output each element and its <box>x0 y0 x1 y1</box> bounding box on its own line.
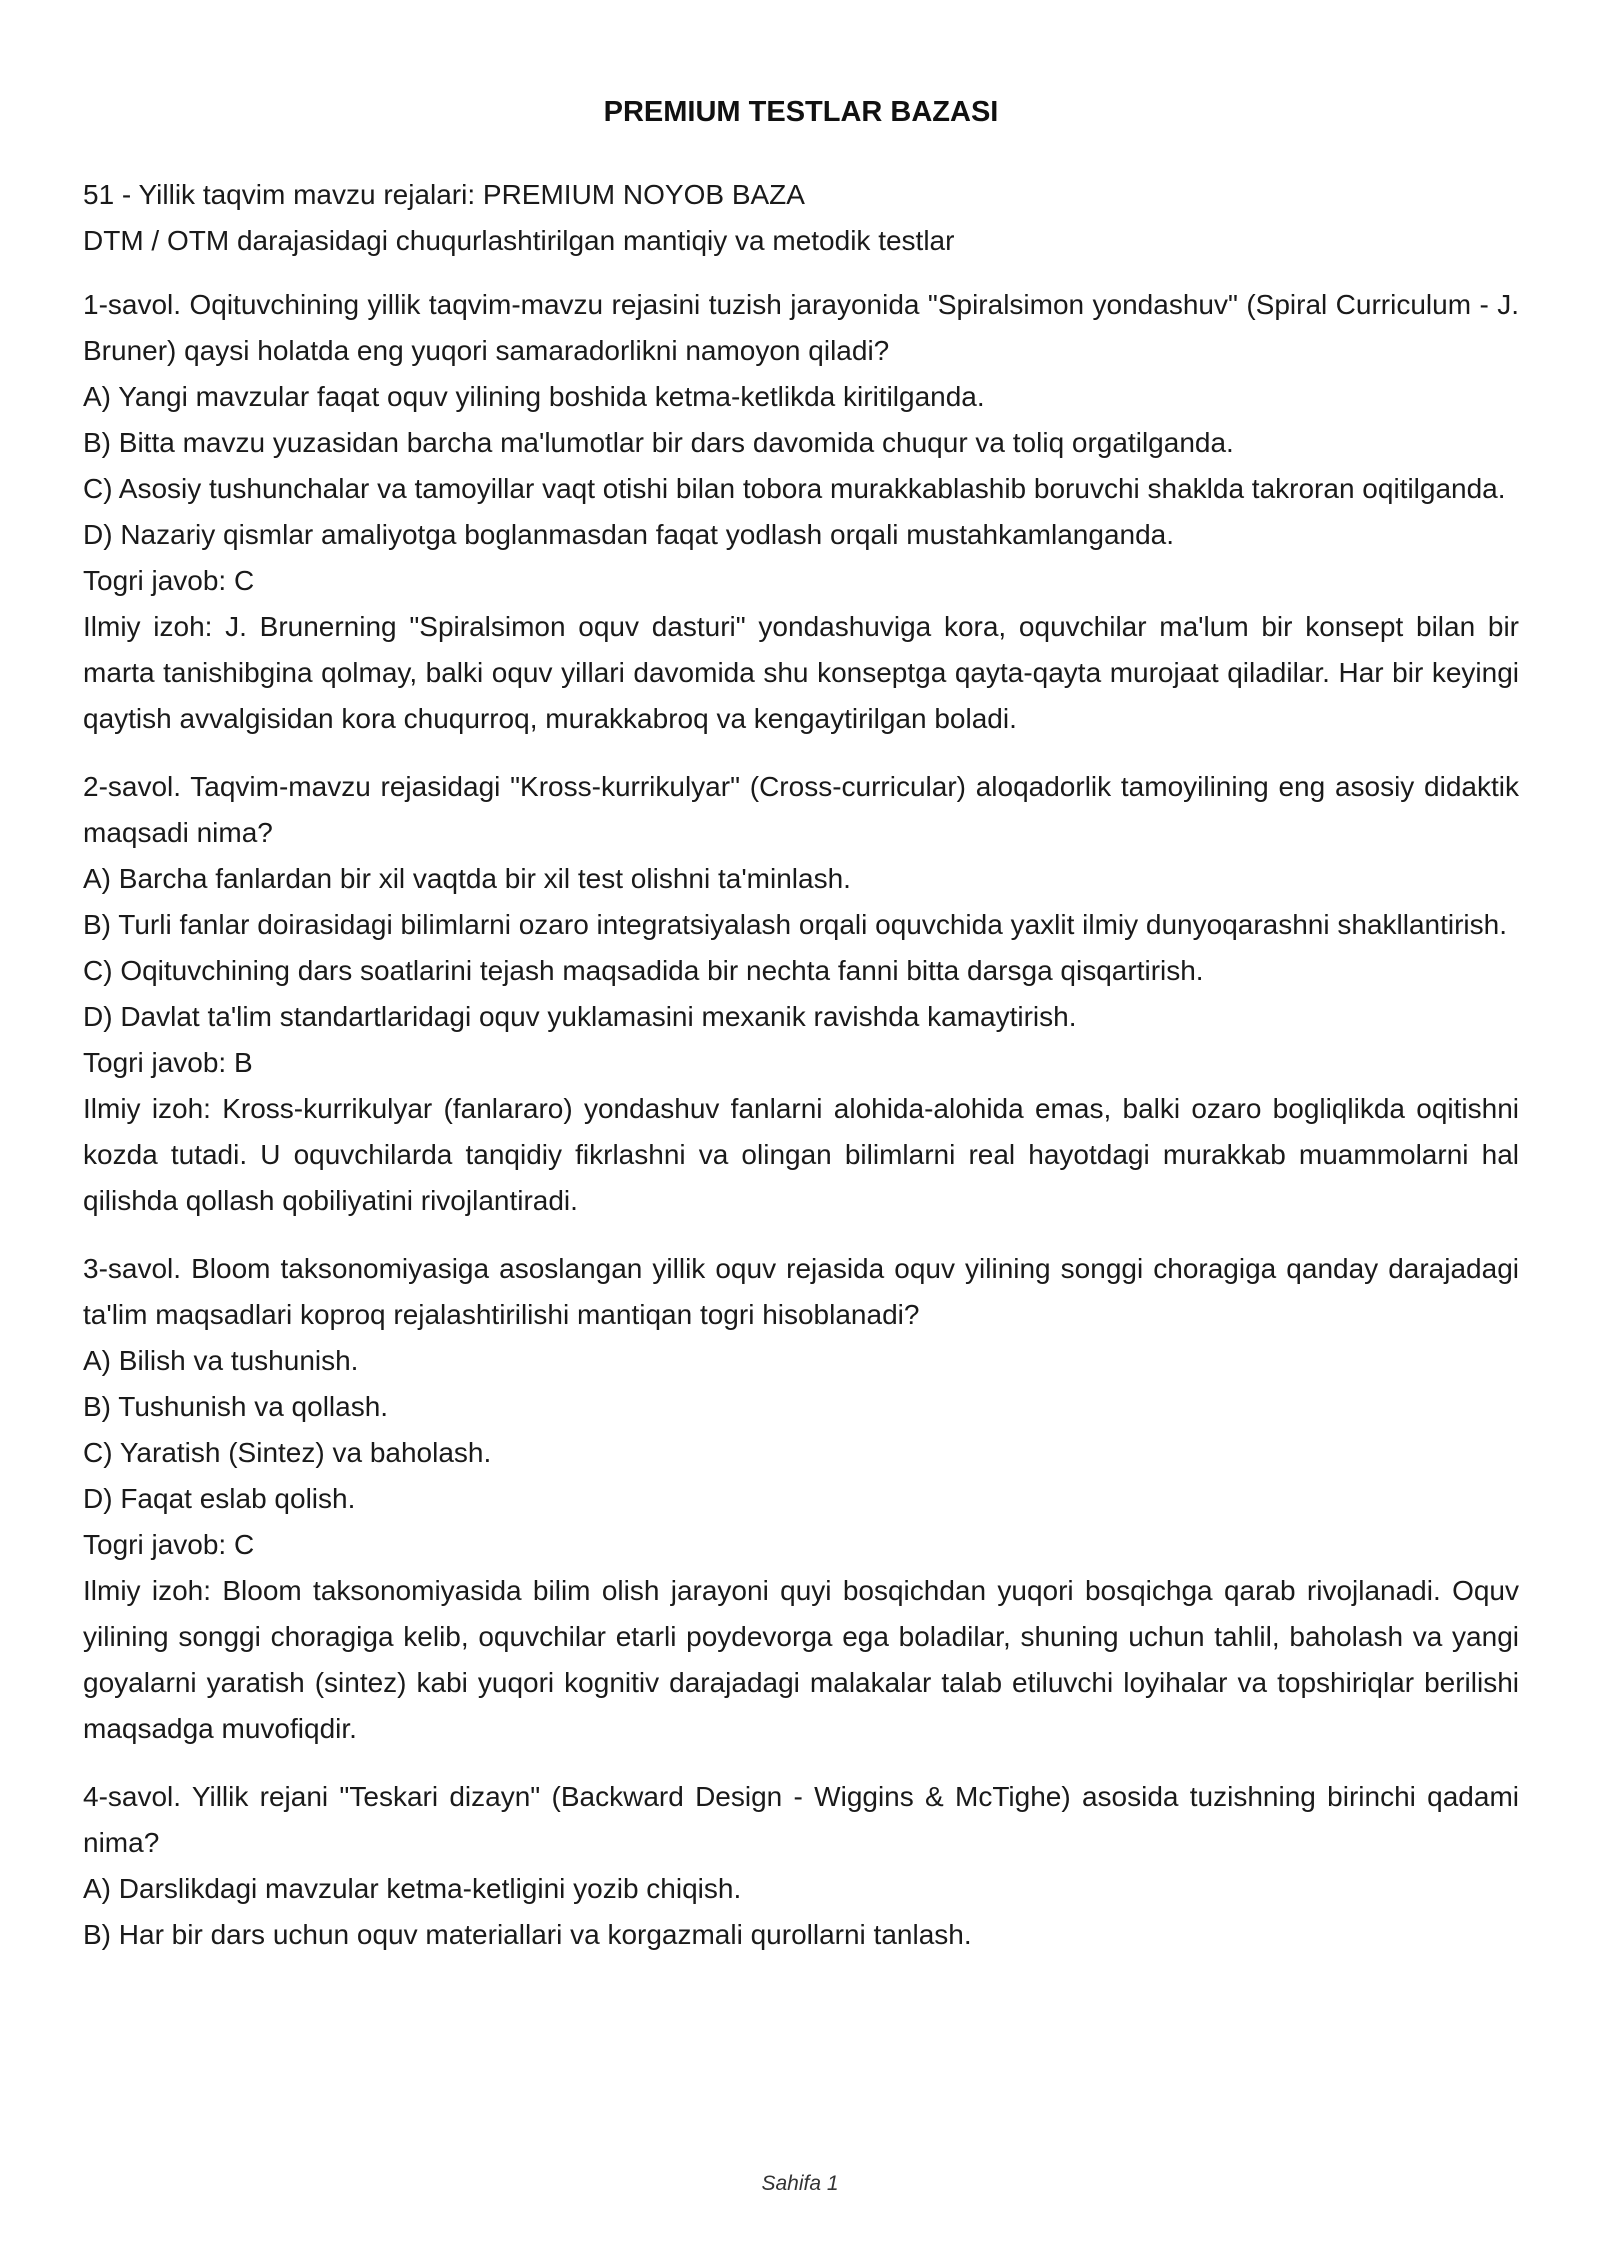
page-footer: Sahifa 1 <box>761 2172 839 2195</box>
question-text: 3-savol. Bloom taksonomiyasiga asoslangan yillik oquv rejasida oquv yilining songgi choragiga qanday darajadagi ta'lim maqsadlari koproq rejalashtirilishi mantiqan togri hisoblanadi? <box>83 1253 1519 1330</box>
question-2 <box>83 764 1519 1224</box>
option-a: A) Barcha fanlardan bir xil vaqtda bir xil test olishni ta'minlash. <box>83 863 851 894</box>
question-4 <box>83 1774 1519 1958</box>
explanation: Ilmiy izoh: Bloom taksonomiyasida bilim olish jarayoni quyi bosqichdan yuqori bosqichga qarab rivojlanadi. Oquv yilining songgi choragiga kelib, oquvchilar etarli poydevorga ega boladilar, shuning uchun tahlil, baholash va yangi goyalarni yaratish (sintez) kabi yuqori kognitiv darajadagi malakalar talab etiluvchi loyihalar va topshiriqlar berilishi maqsadga muvofiqdir. <box>83 1575 1519 1744</box>
option-b: B) Turli fanlar doirasidagi bilimlarni ozaro integratsiyalash orqali oquvchida yaxlit ilmiy dunyoqarashni shakllantirish. <box>83 909 1508 940</box>
correct-answer: Togri javob: C <box>83 565 255 596</box>
question-text: 1-savol. Oqituvchining yillik taqvim-mavzu rejasini tuzish jarayonida "Spiralsimon yondashuv" (Spiral Curriculum - J. Bruner) qaysi holatda eng yuqori samaradorlikni namoyon qiladi? <box>83 289 1519 366</box>
question-text: 4-savol. Yillik rejani "Teskari dizayn" (Backward Design - Wiggins & McTighe) asosida tuzishning birinchi qadami nima? <box>83 1781 1519 1858</box>
question-text: 2-savol. Taqvim-mavzu rejasidagi "Kross-kurrikulyar" (Cross-curricular) aloqadorlik tamoyilining eng asosiy didaktik maqsadi nima? <box>83 771 1519 848</box>
option-a: A) Bilish va tushunish. <box>83 1345 359 1376</box>
question-1 <box>83 282 1519 742</box>
question-3 <box>83 1246 1519 1752</box>
option-a: A) Darslikdagi mavzular ketma-ketligini yozib chiqish. <box>83 1873 742 1904</box>
option-d: D) Nazariy qismlar amaliyotga boglanmasdan faqat yodlash orqali mustahkamlanganda. <box>83 519 1175 550</box>
correct-answer: Togri javob: C <box>83 1529 255 1560</box>
option-c: C) Asosiy tushunchalar va tamoyillar vaqt otishi bilan tobora murakkablashib boruvchi shaklda takroran oqitilganda. <box>83 473 1506 504</box>
intro-line-2: DTM / OTM darajasidagi chuqurlashtirilgan mantiqiy va metodik testlar <box>83 225 955 256</box>
option-d: D) Davlat ta'lim standartlaridagi oquv yuklamasini mexanik ravishda kamaytirish. <box>83 1001 1077 1032</box>
explanation: Ilmiy izoh: J. Brunerning "Spiralsimon oquv dasturi" yondashuviga kora, oquvchilar ma'lum bir konsept bilan bir marta tanishibgina qolmay, balki oquv yillari davomida shu konseptga qayta-qayta murojaat qiladilar. Har bir keyingi qaytish avvalgisidan kora chuqurroq, murakkabroq va kengaytirilgan boladi. <box>83 611 1519 734</box>
option-d: D) Faqat eslab qolish. <box>83 1483 356 1514</box>
option-b: B) Tushunish va qollash. <box>83 1391 389 1422</box>
option-a: A) Yangi mavzular faqat oquv yilining boshida ketma-ketlikda kiritilganda. <box>83 381 985 412</box>
option-b: B) Har bir dars uchun oquv materiallari va korgazmali qurollarni tanlash. <box>83 1919 972 1950</box>
option-b: B) Bitta mavzu yuzasidan barcha ma'lumotlar bir dars davomida chuqur va toliq orgatilganda. <box>83 427 1234 458</box>
correct-answer: Togri javob: B <box>83 1047 253 1078</box>
document-content <box>83 88 1519 1980</box>
intro-line-1: 51 - Yillik taqvim mavzu rejalari: PREMIUM NOYOB BAZA <box>83 179 805 210</box>
document-title: PREMIUM TESTLAR BAZASI <box>603 96 999 128</box>
option-c: C) Yaratish (Sintez) va baholash. <box>83 1437 492 1468</box>
explanation: Ilmiy izoh: Kross-kurrikulyar (fanlararo) yondashuv fanlarni alohida-alohida emas, balki ozaro bogliqlikda oqitishni kozda tutadi. U oquvchilarda tanqidiy fikrlashni va olingan bilimlarni real hayotdagi murakkab muammolarni hal qilishda qollash qobiliyatini rivojlantiradi. <box>83 1093 1519 1216</box>
option-c: C) Oqituvchining dars soatlarini tejash maqsadida bir nechta fanni bitta darsga qisqartirish. <box>83 955 1204 986</box>
intro-block <box>83 172 1519 264</box>
